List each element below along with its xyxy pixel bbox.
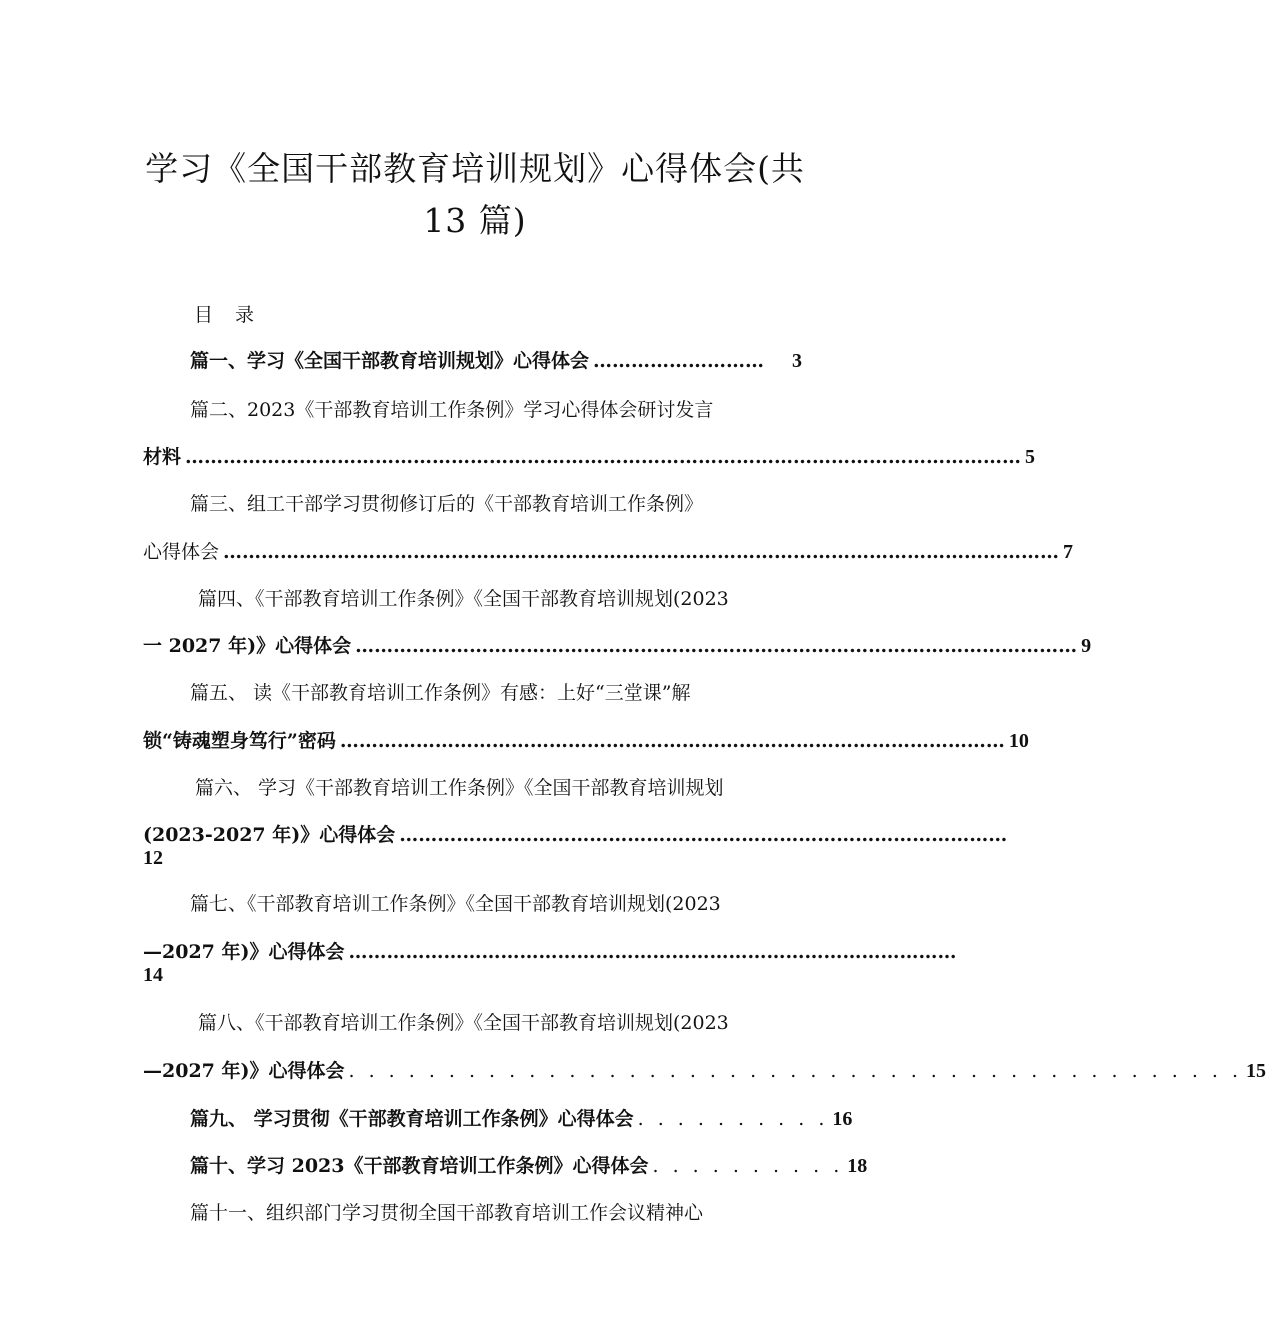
toc-entry-3-line2[interactable] — [143, 538, 1074, 566]
toc-entry-4-line2[interactable] — [143, 632, 1092, 660]
toc-leader-dots: …………………………………………………………………………………………… — [339, 730, 1005, 752]
toc-entry-5-page: 10 — [1008, 730, 1029, 752]
toc-entry-7-page[interactable]: 14 — [143, 964, 163, 986]
toc-leader-dots: …………………………………………………………………………………… — [399, 824, 1008, 846]
toc-entry-8-text: —2027 年)》心得体会 — [143, 1060, 345, 1082]
toc-entry-6-line1[interactable]: 篇六、 学习《干部教育培训工作条例》《全国干部教育培训规划 — [195, 777, 724, 799]
toc-entry-7-text: —2027 年)》心得体会 — [143, 941, 345, 963]
toc-entry-7-line2[interactable] — [143, 938, 957, 966]
toc-entry-6-page[interactable]: 12 — [143, 847, 163, 869]
toc-entry-10-page: 18 — [847, 1155, 868, 1177]
toc-leader-dots: . . . . . . . . . . — [652, 1155, 844, 1177]
toc-entry-3-page: 7 — [1063, 541, 1074, 563]
toc-leader-dots: …………………………………………………………………………………………………………………… — [223, 541, 1060, 563]
toc-entry-4-line1[interactable]: 篇四、《干部教育培训工作条例》《全国干部教育培训规划(2023 — [198, 588, 729, 610]
toc-entry-6-text: (2023-2027 年)》心得体会 — [143, 824, 396, 846]
toc-entry-9[interactable] — [190, 1105, 853, 1133]
toc-entry-3-text: 心得体会 — [143, 541, 220, 563]
toc-entry-10[interactable] — [190, 1152, 868, 1180]
toc-leader-dots: …………………………………………………………………………………………………… — [355, 635, 1078, 657]
toc-entry-1[interactable] — [190, 347, 802, 375]
toc-entry-5-line1[interactable]: 篇五、 读《干部教育培训工作条例》有感：上好“三堂课”解 — [190, 682, 691, 704]
toc-entry-6-line2[interactable] — [143, 821, 1008, 849]
toc-entry-4-text: 一 2027 年)》心得体会 — [143, 635, 352, 657]
toc-entry-9-page: 16 — [832, 1108, 853, 1130]
toc-leader-dots: …………………………………………………………………………………………………………………… — [185, 446, 1022, 468]
toc-entry-7-line1[interactable]: 篇七、《干部教育培训工作条例》《全国干部教育培训规划(2023 — [190, 893, 721, 915]
toc-leader-dots: …………………………………………………………………………………… — [348, 941, 957, 963]
document-title-line2: 13 篇) — [423, 201, 527, 240]
toc-entry-3-line1[interactable]: 篇三、组工干部学习贯彻修订后的《干部教育培训工作条例》 — [190, 493, 704, 515]
document-title-line1: 学习《全国干部教育培训规划》心得体会(共 — [145, 149, 805, 188]
toc-entry-8-page: 15 — [1246, 1060, 1266, 1082]
toc-entry-1-page: 3 — [792, 350, 802, 372]
toc-entry-2-page: 5 — [1025, 446, 1036, 468]
toc-entry-8-line1[interactable]: 篇八、《干部教育培训工作条例》《全国干部教育培训规划(2023 — [198, 1012, 729, 1034]
toc-entry-8-line2[interactable] — [143, 1057, 1266, 1085]
toc-leader-dots: ……………………… — [593, 350, 765, 372]
toc-entry-11-line1[interactable]: 篇十一、组织部门学习贯彻全国干部教育培训工作会议精神心 — [190, 1202, 704, 1224]
toc-entry-10-text: 篇十、学习 2023《干部教育培训工作条例》心得体会 — [190, 1155, 649, 1177]
toc-heading: 目录 — [194, 304, 277, 326]
toc-entry-5-text: 锁“铸魂塑身笃行”密码 — [143, 730, 336, 752]
toc-entry-1-text: 篇一、学习《全国干部教育培训规划》心得体会 — [190, 350, 590, 372]
toc-entry-4-page: 9 — [1081, 635, 1092, 657]
toc-leader-dots: . . . . . . . . . . — [637, 1108, 829, 1130]
toc-entry-2-text: 材料 — [143, 446, 182, 468]
toc-entry-2-line1[interactable]: 篇二、2023《干部教育培训工作条例》学习心得体会研讨发言 — [190, 399, 714, 421]
toc-entry-9-text: 篇九、 学习贯彻《干部教育培训工作条例》心得体会 — [190, 1108, 634, 1130]
toc-leader-dots: . . . . . . . . . . . . . . . . . . . . . . . . . . . . . . . . . . . . . . . . . . . . . — [348, 1060, 1243, 1082]
toc-entry-2-line2[interactable] — [143, 443, 1036, 471]
toc-entry-5-line2[interactable] — [143, 727, 1029, 755]
